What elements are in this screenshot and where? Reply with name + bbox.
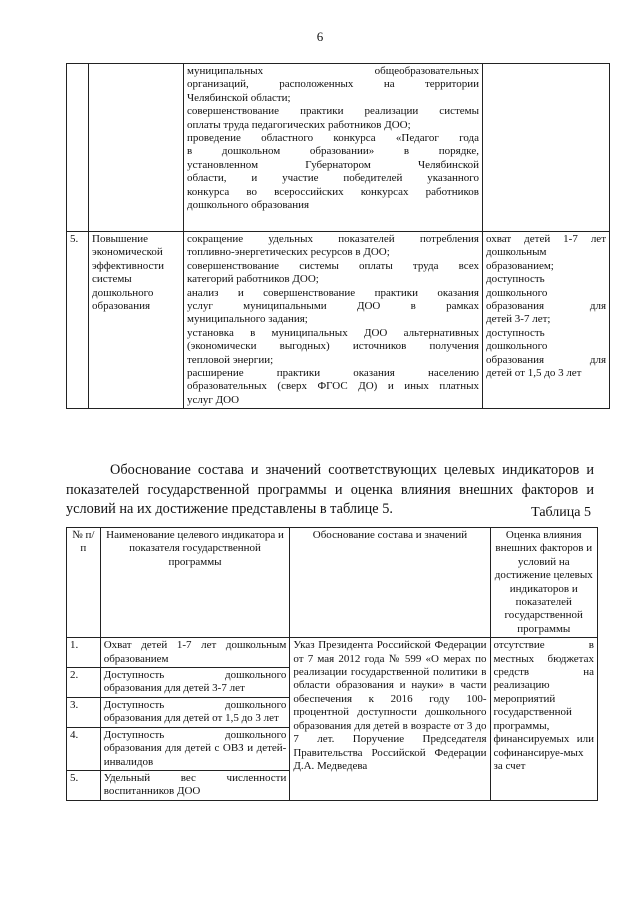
- page-number: 6: [316, 29, 324, 44]
- text-line: доступность: [486, 273, 545, 286]
- table-cell-indicators: [483, 232, 610, 409]
- text-line: расширение практики оказания населению: [187, 367, 479, 380]
- row-num: 3.: [67, 697, 101, 727]
- table-cell-num: 5.: [67, 232, 89, 409]
- text-line: (экономически выгодных) источников получения: [187, 340, 479, 353]
- text-line: дошкольного: [92, 286, 154, 299]
- text-line: муниципальных общеобразовательных: [187, 65, 479, 77]
- row-num: 5.: [67, 770, 101, 800]
- measures-table: [66, 63, 610, 409]
- text-line: области, и участие победителей указанного: [187, 172, 479, 185]
- table-header-row: [67, 528, 598, 638]
- table-cell-indicators: [483, 64, 610, 232]
- text-line: образования: [92, 300, 151, 313]
- table-row: [67, 232, 610, 409]
- table-row: [67, 638, 598, 668]
- text-line: оплаты труда педагогических работников ДОО;: [187, 118, 411, 131]
- table-caption: Таблица 5: [531, 505, 591, 520]
- header-influence: Оценка влияния внешних факторов и условий на достижение целевых индикаторов и показателей государственной программы: [490, 528, 597, 638]
- row-name: Доступность дошкольного образования для детей от 1,5 до 3 лет: [100, 697, 290, 727]
- text-line: топливно-энергетических ресурсов в ДОО;: [187, 246, 390, 259]
- row-name: Доступность дошкольного образования для детей с ОВЗ и детей-инвалидов: [100, 727, 290, 770]
- text-line: дошкольного: [486, 286, 548, 299]
- text-line: совершенствование практики реализации системы: [187, 105, 479, 118]
- row-name: Удельный вес численности воспитанников ДОО: [100, 770, 290, 800]
- table-row: [67, 64, 610, 232]
- text-line: образования для: [486, 300, 606, 313]
- text-line: услуг ДОО: [187, 393, 240, 406]
- table-cell-measures: [184, 232, 483, 409]
- indicators-table: [66, 527, 598, 801]
- row-num: 2.: [67, 668, 101, 698]
- text-line: экономической: [92, 246, 163, 259]
- text-line: образованием;: [486, 259, 554, 272]
- row-name: Доступность дошкольного образования для детей 3-7 лет: [100, 668, 290, 698]
- body-paragraph: Обоснование состава и значений соответствующих целевых индикаторов и показателей государственной программы и оценка влияния внешних факторов и условий на их достижение представлены в таблице 5.: [66, 462, 594, 518]
- row-num: 4.: [67, 727, 101, 770]
- table-cell-measures: [184, 64, 483, 232]
- header-name: Наименование целевого индикатора и показателя государственной программы: [100, 528, 290, 638]
- text-line: дошкольного: [486, 340, 548, 353]
- text-line: детей 3-7 лет;: [486, 313, 551, 326]
- text-line: системы: [92, 273, 132, 286]
- text-line: категорий работников ДОО;: [187, 273, 319, 286]
- text-line: доступность: [486, 326, 545, 339]
- row-name: Охват детей 1-7 лет дошкольным образованием: [100, 638, 290, 668]
- text-line: услуг муниципальными ДОО в рамках: [187, 300, 479, 313]
- influence-cell: отсутствие в местных бюджетах средств на реализацию мероприятий государственной программы, финансируемых или софинансируе-мых за счет: [490, 638, 597, 800]
- table-cell-name: [89, 64, 184, 232]
- text-line: детей от 1,5 до 3 лет: [486, 367, 582, 380]
- text-line: эффективности: [92, 259, 165, 272]
- text-line: Челябинской области;: [187, 91, 291, 104]
- text-line: совершенствование системы оплаты труда всех: [187, 259, 479, 272]
- text-line: установка в муниципальных ДОО альтернативных: [187, 326, 479, 339]
- table-cell-num: [67, 64, 89, 232]
- text-line: тепловой энергии;: [187, 353, 274, 366]
- header-basis: Обоснование состава и значений: [290, 528, 490, 638]
- text-line: сокращение удельных показателей потребления: [187, 233, 479, 245]
- text-line: образования для: [486, 353, 606, 366]
- text-line: конкурса во всероссийских конкурсах работников: [187, 185, 479, 198]
- table-cell-name: [89, 232, 184, 409]
- text-line: проведение областного конкурса «Педагог года: [187, 132, 479, 145]
- text-line: организаций, расположенных на территории: [187, 78, 479, 91]
- basis-cell: Указ Президента Российской Федерации от 7 мая 2012 года № 599 «О мерах по реализации государственной политики в области образования и науки» в части обеспечения к 2016 году 100-процентной доступности дошкольного образования для детей в возрасте от 3 до 7 лет. Поручение Председателя Правительства Российской Федерации Д.А. Медведева: [290, 638, 490, 800]
- text-line: охват детей 1-7 лет: [486, 233, 606, 245]
- text-line: образовательных (сверх ФГОС ДО) и иных платных: [187, 380, 479, 393]
- text-line: дошкольного образования: [187, 199, 310, 212]
- text-line: дошкольным: [486, 246, 547, 259]
- row-num: 1.: [67, 638, 101, 668]
- text-line: Повышение: [92, 233, 149, 245]
- text-line: муниципального задания;: [187, 313, 308, 326]
- text-line: анализ и совершенствование практики оказания: [187, 286, 479, 299]
- header-num: № п/п: [67, 528, 101, 638]
- text-line: в дошкольном образовании» в порядке,: [187, 145, 479, 158]
- text-line: установленном Губернатором Челябинской: [187, 158, 479, 171]
